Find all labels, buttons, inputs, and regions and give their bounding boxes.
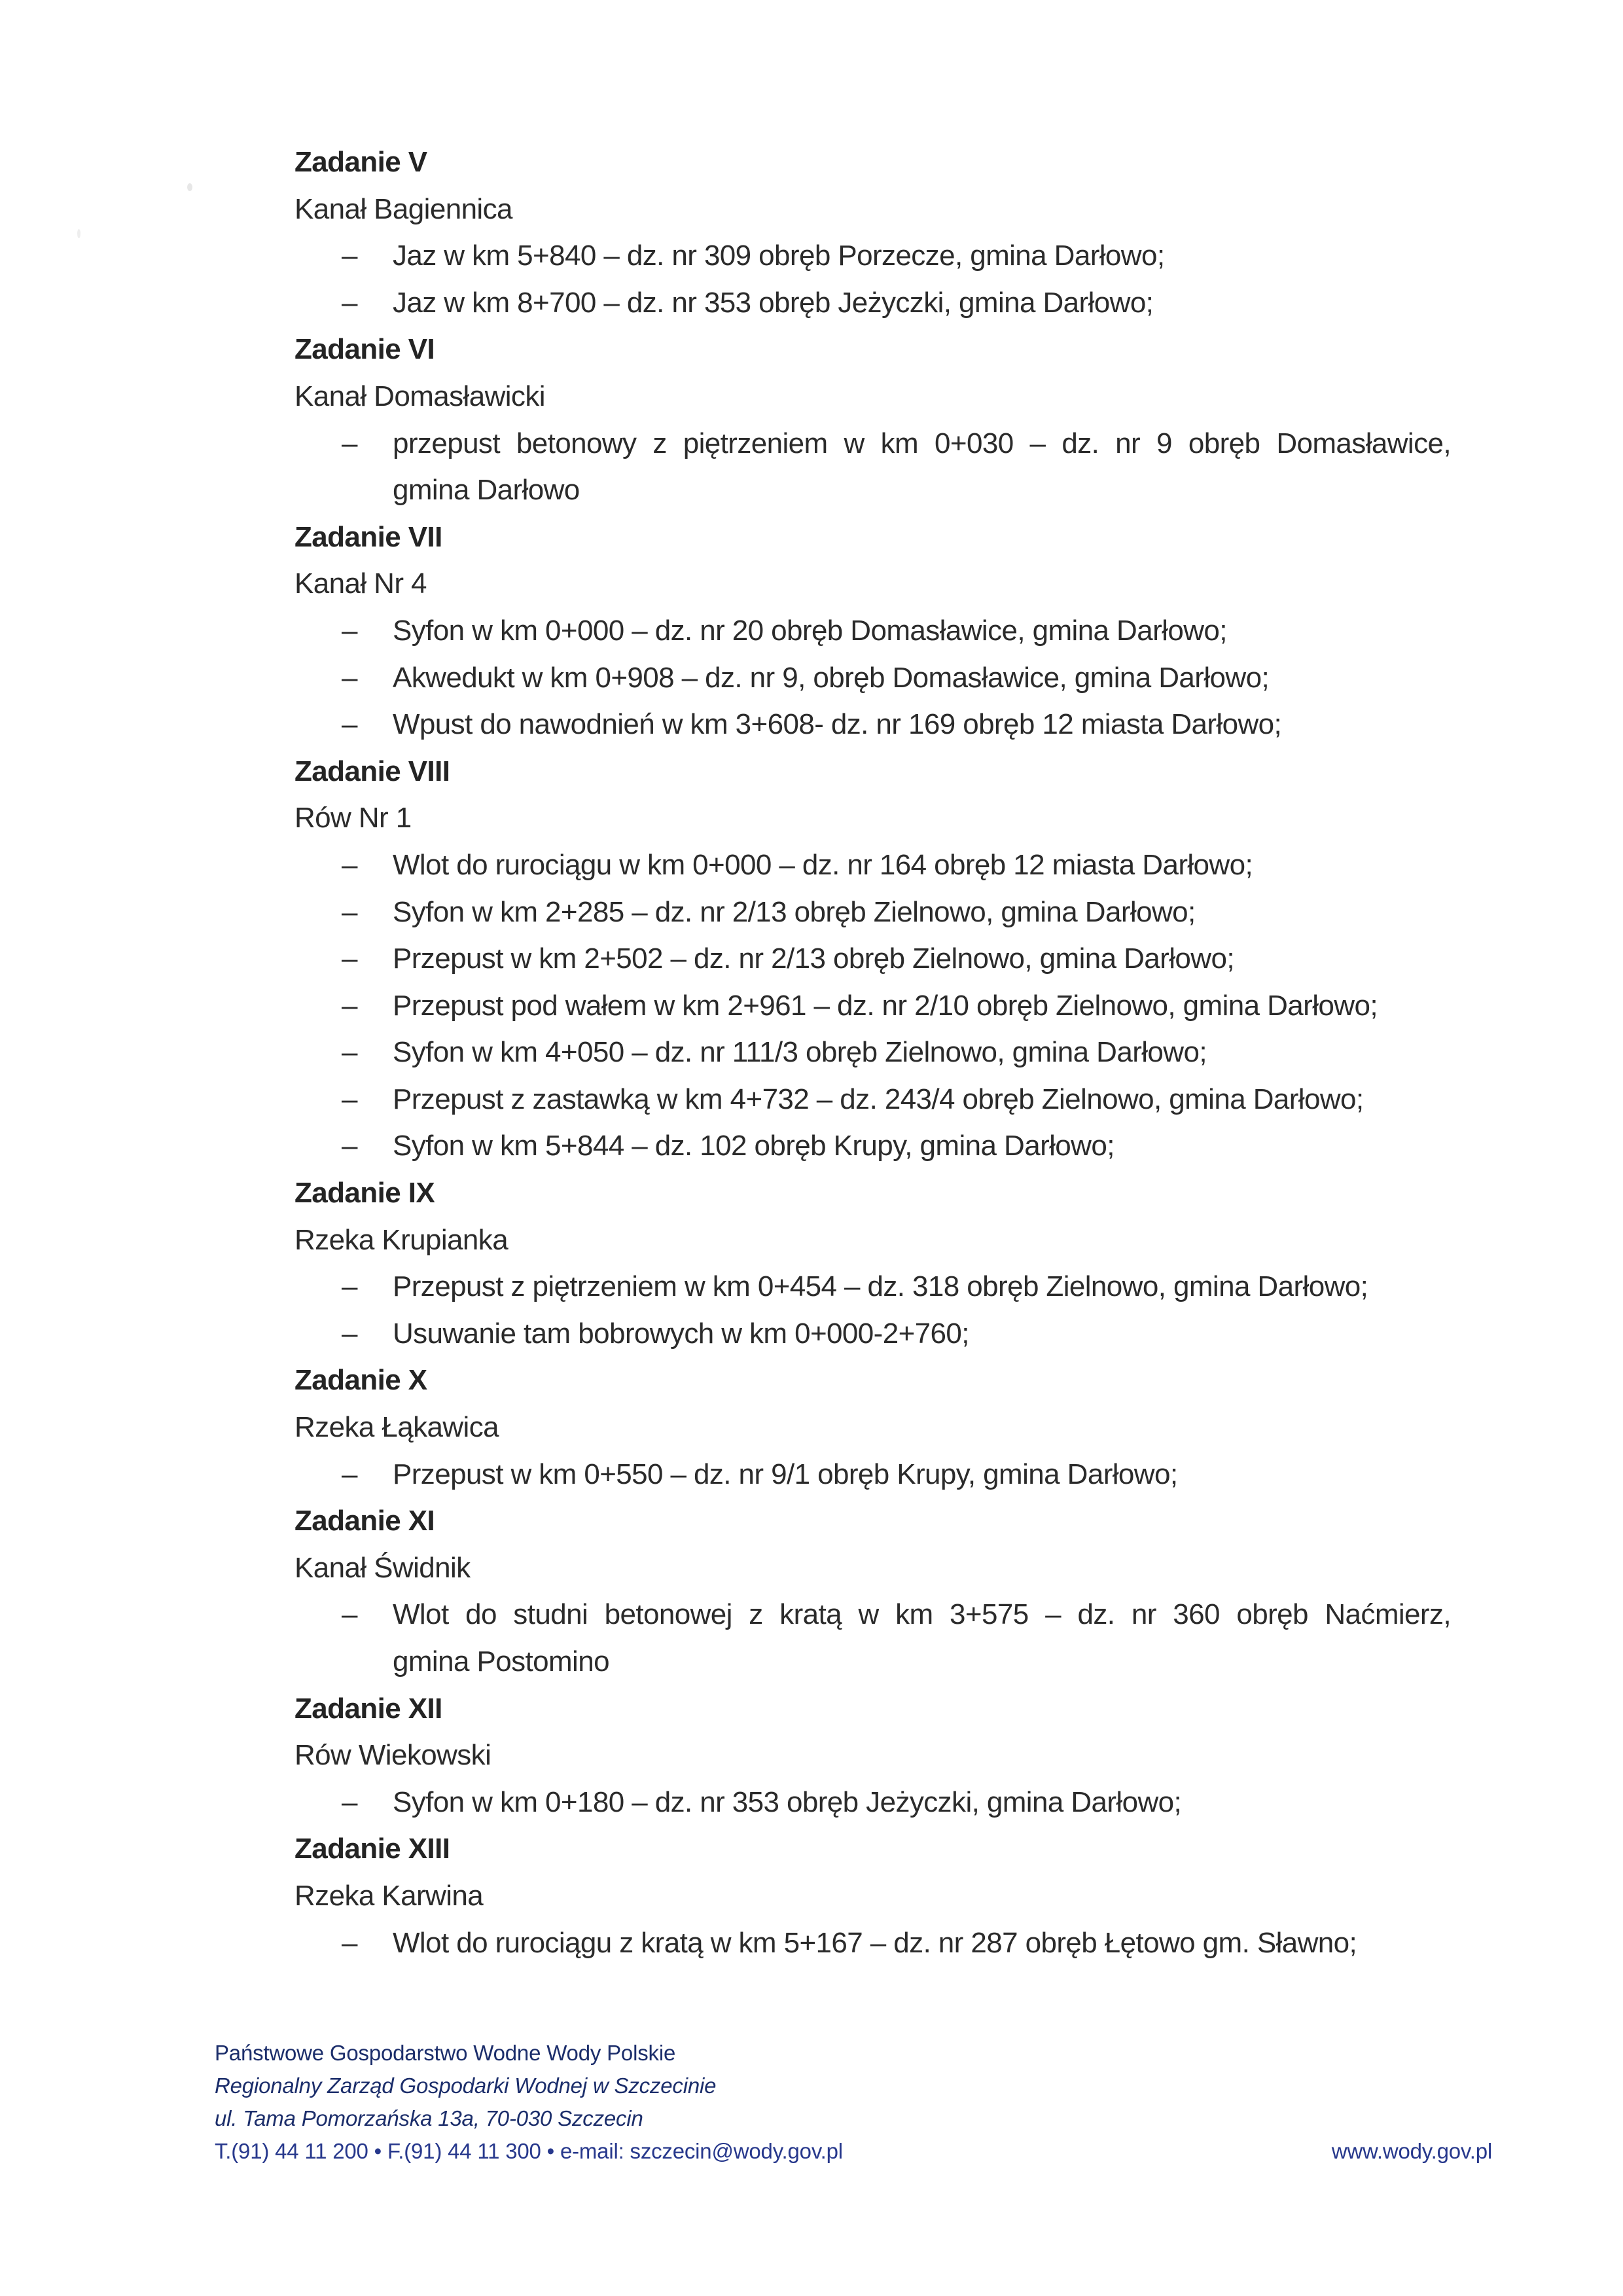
item-dash: – [342, 661, 357, 694]
item-text: Wlot do rurociągu w km 0+000 – dz. nr 164 obręb 12 miasta Darłowo; [393, 848, 1253, 881]
task-item [294, 1122, 1466, 1170]
task-item [294, 1076, 1466, 1123]
item-text: przepust betonowy z piętrzeniem w km 0+030 – dz. nr 9 obręb Domasławice, [393, 427, 1451, 459]
item-text: Syfon w km 0+180 – dz. nr 353 obręb Jeżyczki, gmina Darłowo; [393, 1785, 1182, 1818]
item-text: Wpust do nawodnień w km 3+608- dz. nr 169 obręb 12 miasta Darłowo; [393, 708, 1282, 741]
section-heading: Zadanie V [294, 146, 427, 178]
item-dash: – [342, 895, 357, 928]
item-dash: – [342, 240, 357, 272]
watercourse-name: Rów Wiekowski [294, 1739, 491, 1772]
item-text: Jaz w km 5+840 – dz. nr 309 obręb Porzecze, gmina Darłowo; [393, 240, 1165, 272]
item-dash: – [342, 1785, 357, 1818]
task-item [294, 1920, 1466, 1967]
item-dash: – [342, 942, 357, 975]
item-text: Syfon w km 2+285 – dz. nr 2/13 obręb Zielnowo, gmina Darłowo; [393, 895, 1196, 928]
footer-org-unit: Regionalny Zarząd Gospodarki Wodnej w Szczecinie [215, 2073, 717, 2098]
footer-website: www.wody.gov.pl [1331, 2139, 1492, 2163]
section-heading: Zadanie VI [294, 333, 435, 366]
watercourse-name: Kanał Nr 4 [294, 567, 427, 600]
item-text: Przepust pod wałem w km 2+961 – dz. nr 2/10 obręb Zielnowo, gmina Darłowo; [393, 989, 1378, 1022]
item-text: Usuwanie tam bobrowych w km 0+000-2+760; [393, 1317, 969, 1350]
scan-artifact [77, 229, 80, 238]
watercourse-name: Rzeka Łąkawica [294, 1411, 499, 1444]
item-dash: – [342, 286, 357, 319]
task-item [294, 982, 1466, 1030]
item-dash: – [342, 1270, 357, 1303]
section-heading: Zadanie VII [294, 520, 442, 553]
item-continuation: gmina Darłowo [393, 474, 580, 507]
task-item [294, 1263, 1466, 1310]
item-text: Przepust z zastawką w km 4+732 – dz. 243/4 obręb Zielnowo, gmina Darłowo; [393, 1083, 1364, 1115]
footer-address: ul. Tama Pomorzańska 13a, 70-030 Szczecin [215, 2106, 643, 2130]
item-dash: – [342, 1926, 357, 1959]
item-text: Wlot do rurociągu z kratą w km 5+167 – dz. nr 287 obręb Łętowo gm. Sławno; [393, 1926, 1357, 1959]
item-text: Przepust w km 0+550 – dz. nr 9/1 obręb Krupy, gmina Darłowo; [393, 1458, 1178, 1490]
section-heading: Zadanie IX [294, 1177, 435, 1210]
section-heading: Zadanie X [294, 1364, 427, 1397]
task-item [294, 1779, 1466, 1826]
task-item [294, 420, 1466, 467]
task-item [294, 1591, 1466, 1638]
section-heading: Zadanie VIII [294, 755, 450, 787]
task-item [294, 1029, 1466, 1076]
item-dash: – [342, 1598, 357, 1631]
item-dash: – [342, 1130, 357, 1162]
task-item [294, 1451, 1466, 1498]
item-text: Przepust w km 2+502 – dz. nr 2/13 obręb Zielnowo, gmina Darłowo; [393, 942, 1234, 975]
watercourse-name: Rzeka Krupianka [294, 1223, 508, 1256]
item-continuation: gmina Postomino [393, 1645, 609, 1677]
task-item [294, 1310, 1466, 1357]
watercourse-name: Rów Nr 1 [294, 802, 412, 834]
task-item [294, 889, 1466, 936]
item-text: Syfon w km 4+050 – dz. nr 111/3 obręb Zielnowo, gmina Darłowo; [393, 1036, 1207, 1069]
item-text: Akwedukt w km 0+908 – dz. nr 9, obręb Domasławice, gmina Darłowo; [393, 661, 1270, 694]
footer-contact: T.(91) 44 11 200 • F.(91) 44 11 300 • e-mail: szczecin@wody.gov.pl [215, 2139, 843, 2163]
item-dash: – [342, 1036, 357, 1069]
task-item [294, 279, 1466, 327]
task-item [294, 935, 1466, 982]
item-dash: – [342, 1458, 357, 1490]
watercourse-name: Kanał Świdnik [294, 1551, 471, 1584]
scan-artifact [187, 183, 192, 191]
item-text: Wlot do studni betonowej z kratą w km 3+575 – dz. nr 360 obręb Naćmierz, [393, 1598, 1451, 1631]
section-heading: Zadanie XI [294, 1505, 435, 1537]
item-text: Syfon w km 5+844 – dz. 102 obręb Krupy, gmina Darłowo; [393, 1130, 1115, 1162]
document-body [294, 139, 1466, 1966]
item-dash: – [342, 989, 357, 1022]
task-item [294, 232, 1466, 279]
watercourse-name: Rzeka Karwina [294, 1879, 484, 1912]
item-text: Przepust z piętrzeniem w km 0+454 – dz. 318 obręb Zielnowo, gmina Darłowo; [393, 1270, 1368, 1303]
item-dash: – [342, 708, 357, 741]
item-text: Jaz w km 8+700 – dz. nr 353 obręb Jeżyczki, gmina Darłowo; [393, 286, 1154, 319]
item-dash: – [342, 427, 357, 459]
item-dash: – [342, 1083, 357, 1115]
footer-org-name: Państwowe Gospodarstwo Wodne Wody Polskie [215, 2041, 676, 2065]
section-heading: Zadanie XII [294, 1692, 442, 1725]
task-item [294, 655, 1466, 702]
task-item [294, 842, 1466, 889]
item-dash: – [342, 614, 357, 647]
item-dash: – [342, 1317, 357, 1350]
page-footer [215, 2037, 1492, 2168]
task-item [294, 701, 1466, 748]
item-text: Syfon w km 0+000 – dz. nr 20 obręb Domasławice, gmina Darłowo; [393, 614, 1227, 647]
task-item [294, 607, 1466, 655]
item-dash: – [342, 848, 357, 881]
watercourse-name: Kanał Domasławicki [294, 380, 545, 412]
section-heading: Zadanie XIII [294, 1833, 450, 1865]
watercourse-name: Kanał Bagiennica [294, 192, 512, 225]
